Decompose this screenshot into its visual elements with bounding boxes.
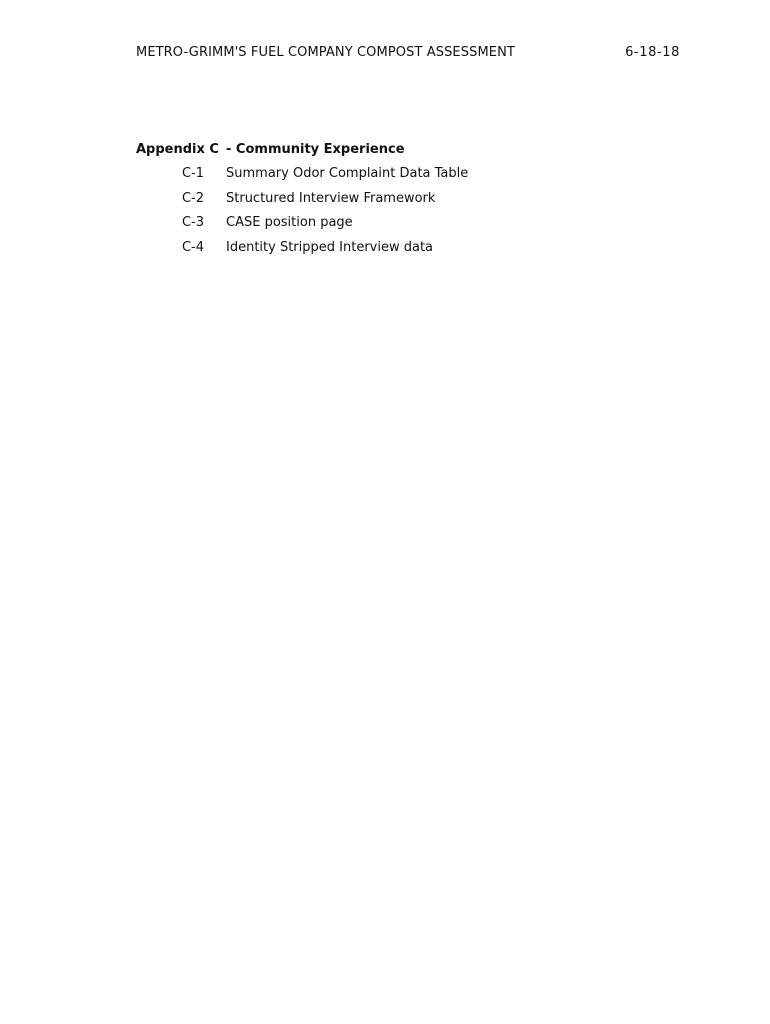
appendix-item-code: C-3 (181, 215, 204, 230)
appendix-item-code: C-4 (181, 239, 204, 255)
appendix-item-title: CASE position page (226, 215, 353, 230)
appendix-item-code: C-2 (181, 190, 204, 206)
appendix-item-title: Identity Stripped Interview data (226, 239, 434, 255)
document-header-date: 6-18-18 (625, 45, 680, 60)
appendix-item (136, 191, 636, 216)
appendix-item (136, 215, 636, 240)
appendix-item-code: C-1 (181, 166, 204, 181)
appendix-subtitle: - Community Experience (226, 142, 405, 157)
appendix-item-list (136, 166, 636, 264)
document-header-title: METRO-GRIMM'S FUEL COMPANY COMPOST ASSESSMENT (136, 45, 515, 60)
appendix-item-title: Summary Odor Complaint Data Table (226, 166, 469, 181)
appendix-item-title: Structured Interview Framework (226, 190, 436, 206)
appendix-label: Appendix C (136, 142, 219, 157)
appendix-item (136, 240, 636, 265)
appendix-item (136, 166, 636, 191)
